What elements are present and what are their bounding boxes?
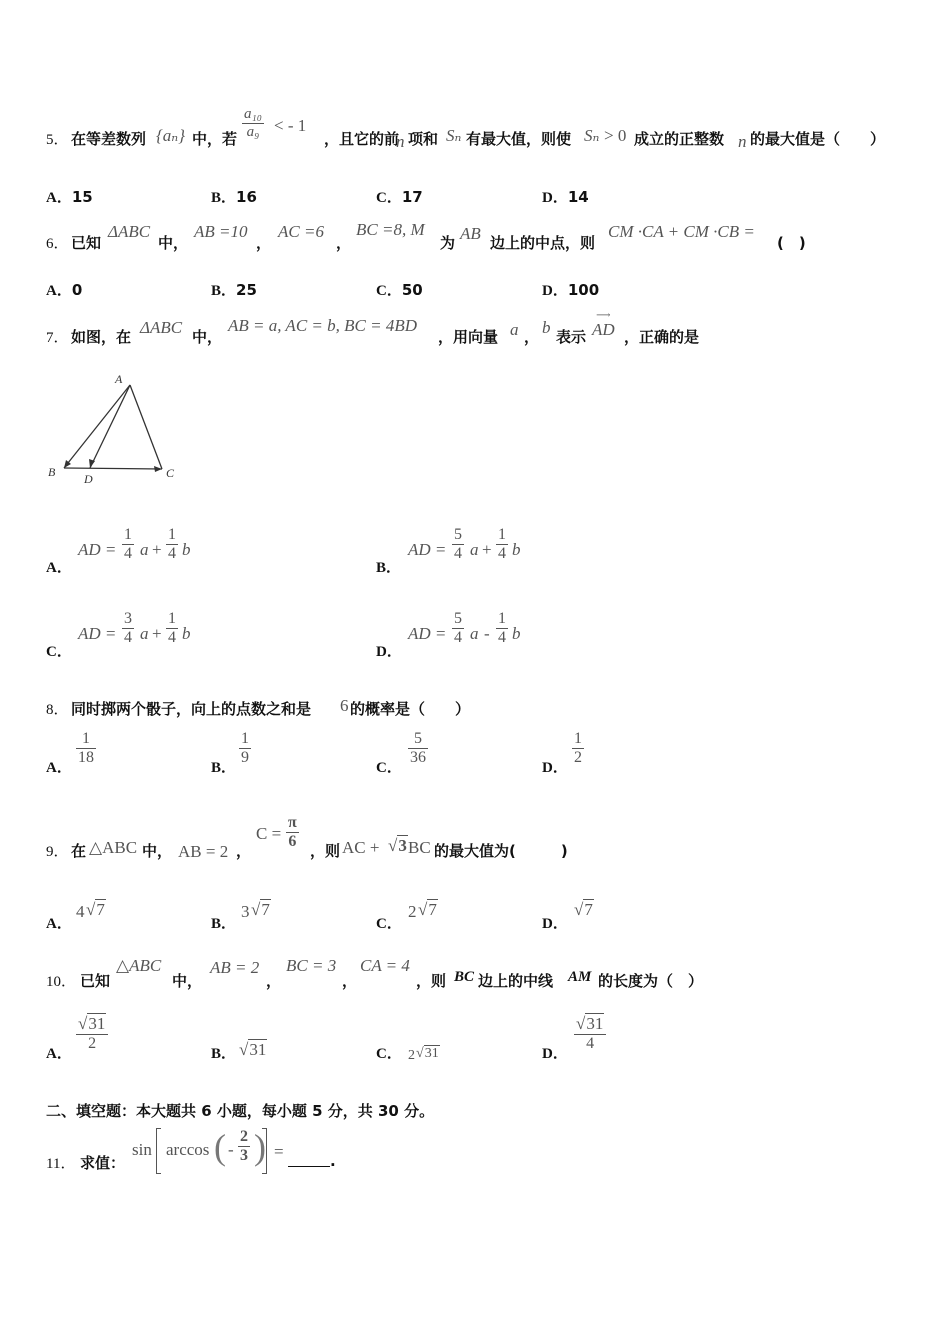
sqrt-icon: √: [388, 836, 398, 855]
q5-options: [46, 186, 746, 206]
fraction-denominator: 4: [168, 629, 176, 647]
fraction-numerator: 5: [454, 610, 462, 627]
option-label: B．: [376, 560, 402, 576]
math-sequence: {aₙ}: [156, 126, 185, 145]
vector-b: b: [182, 624, 191, 643]
question-text: 表示: [556, 328, 587, 346]
option-value: 25: [236, 281, 257, 299]
fraction-numerator: [76, 1014, 108, 1034]
fraction-numerator: 1: [168, 526, 176, 543]
sqrt-icon: √: [574, 900, 584, 919]
option-b[interactable]: [211, 1014, 351, 1070]
option-c[interactable]: [376, 186, 423, 207]
vector-label: AD: [592, 320, 615, 339]
math-vector-a: a: [510, 320, 519, 339]
q7-option-a[interactable]: [46, 524, 246, 576]
fraction-denominator: 2: [574, 749, 582, 767]
math-triangle: △ABC: [116, 956, 162, 975]
question-text: ( ): [777, 234, 806, 252]
vector-b: b: [182, 540, 191, 559]
question-text: 的最大值是（ ）: [750, 130, 886, 148]
question-text: 的最大值为( ): [434, 842, 568, 860]
fraction: [76, 730, 96, 768]
radicand: 3: [398, 836, 407, 855]
fraction-denominator: 4: [498, 545, 506, 563]
option-d[interactable]: [542, 186, 589, 207]
fraction: [122, 526, 134, 564]
option-a[interactable]: [46, 898, 186, 930]
coefficient: 4: [76, 902, 85, 921]
question-text: 边上的中点，则: [490, 234, 596, 252]
fraction-denominator: 4: [124, 545, 132, 563]
question-9: [46, 814, 846, 864]
radicand: 7: [584, 900, 593, 919]
option-a[interactable]: [46, 279, 82, 300]
vector-b: b: [512, 540, 521, 559]
math-vector-ad: [592, 312, 615, 340]
fraction-denominator: 18: [78, 749, 94, 767]
option-c[interactable]: [376, 898, 516, 930]
question-text: 中，若: [192, 130, 238, 148]
option-lhs: AD =: [408, 624, 447, 643]
option-b[interactable]: [211, 730, 331, 780]
math-ab: AB = 2: [178, 842, 229, 861]
option-label: B．: [211, 283, 237, 299]
option-label: B．: [211, 1046, 237, 1062]
option-value: 0: [71, 281, 83, 299]
fraction-denominator: 36: [410, 749, 426, 767]
option-lhs: AD =: [78, 624, 117, 643]
separator: ，: [342, 972, 358, 990]
vertex-label-b: B: [48, 465, 56, 479]
math-ab: AB =10: [194, 222, 248, 241]
math-n: n: [738, 132, 747, 151]
fraction-numerator: [574, 1014, 606, 1034]
fraction-numerator: 3: [124, 610, 132, 627]
operator: +: [152, 624, 162, 643]
separator: ，: [256, 234, 272, 252]
side-ac: [130, 385, 162, 469]
math-ab: AB = 2: [210, 958, 260, 977]
option-label: C．: [376, 190, 402, 206]
option-lhs: AD =: [78, 540, 117, 559]
fraction: [496, 610, 508, 648]
fraction-numerator: 1: [168, 610, 176, 627]
fraction-numerator: 1: [498, 526, 506, 543]
option-label: A．: [46, 760, 72, 776]
option-d[interactable]: [542, 1014, 682, 1070]
fraction-numerator: 1: [241, 730, 249, 747]
right-bracket-icon: [262, 1128, 267, 1174]
q7-option-c[interactable]: [46, 608, 246, 660]
option-label: D．: [542, 760, 568, 776]
question-7: [46, 312, 846, 348]
answer-blank[interactable]: [288, 1152, 330, 1167]
option-label: C．: [376, 283, 402, 299]
left-paren-icon: (: [214, 1127, 226, 1167]
option-label: C．: [376, 760, 402, 776]
math-am-bold: AM: [568, 969, 592, 985]
math-bc: BC =8, M: [356, 220, 425, 239]
fraction-numerator: a₁₀: [244, 106, 262, 122]
question-number: 7．: [46, 330, 69, 346]
separator: ，: [266, 972, 282, 990]
math-sqrt: [239, 1040, 267, 1060]
math-ac: AC =6: [278, 222, 324, 241]
question-text: 中，: [172, 972, 203, 990]
option-label: B．: [211, 916, 237, 932]
q9-options: [46, 898, 746, 930]
option-label: C．: [46, 644, 72, 660]
radicand: 7: [428, 900, 437, 919]
question-text: 为: [440, 234, 456, 252]
option-value: 16: [236, 188, 257, 206]
question-6: [46, 220, 846, 256]
sqrt-icon: √: [576, 1014, 586, 1033]
question-10: [46, 956, 846, 992]
question-text: 在等差数列: [71, 130, 147, 148]
question-number: 8．: [46, 702, 69, 718]
math-inequality: < - 1: [274, 116, 307, 135]
fraction: [286, 814, 299, 852]
vertex-label-c: C: [166, 466, 175, 480]
question-number: 6．: [46, 236, 69, 252]
question-11: [46, 1126, 446, 1176]
fraction: [408, 730, 428, 768]
separator: ，: [336, 234, 352, 252]
question-number: 11．: [46, 1156, 76, 1172]
math-arccos: arccos: [166, 1140, 210, 1159]
option-d[interactable]: [542, 730, 662, 780]
math-triangle: ΔABC: [140, 318, 183, 337]
math-expression: CM ·CA + CM ·CB =: [608, 222, 755, 241]
math-triangle: △ABC: [89, 838, 138, 857]
question-text: ，正确的是: [624, 328, 700, 346]
right-paren-icon: ): [254, 1127, 266, 1167]
option-b[interactable]: [211, 898, 351, 930]
option-b[interactable]: [211, 186, 257, 207]
math-bc-bold: BC: [454, 969, 475, 985]
radicand: 31: [249, 1040, 267, 1059]
vector-a: a: [140, 624, 149, 643]
question-text: 在: [71, 842, 87, 860]
option-label: D．: [542, 283, 568, 299]
math-sqrt: [416, 1046, 440, 1062]
vertex-label-d: D: [84, 472, 93, 486]
fraction-numerator: 1: [124, 526, 132, 543]
option-a[interactable]: [46, 730, 166, 780]
math-condition: AB = a, AC = b, BC = 4BD: [228, 316, 417, 335]
fraction: [76, 1014, 108, 1053]
q7-option-d[interactable]: [376, 608, 576, 660]
math-triangle: ΔABC: [108, 222, 151, 241]
question-text: 的概率是（ ）: [350, 700, 471, 718]
q10-options: [46, 1014, 746, 1070]
sqrt-icon: √: [78, 1014, 88, 1033]
fraction: [574, 1014, 606, 1053]
math-vector-b: b: [542, 318, 551, 337]
math-expression: BC: [408, 838, 431, 857]
math-sqrt: [86, 900, 106, 920]
question-text: 的长度为（ ）: [598, 972, 704, 990]
fraction-denominator: a₉: [242, 123, 264, 141]
question-text: ，则: [310, 842, 341, 860]
fraction: [452, 526, 464, 564]
math-S: Sₙ: [446, 126, 462, 145]
option-label: A．: [46, 1046, 72, 1062]
fraction-denominator: 9: [241, 749, 249, 767]
question-text: 中，: [142, 842, 173, 860]
coefficient: 2: [408, 902, 417, 921]
math-bc: BC = 3: [286, 956, 337, 975]
question-number: 10．: [46, 974, 77, 990]
option-value: 17: [401, 188, 423, 206]
option-c[interactable]: [376, 1014, 516, 1070]
fraction: [239, 730, 251, 768]
option-a[interactable]: [46, 1014, 186, 1070]
option-label: C．: [376, 1046, 402, 1062]
math-ca: CA = 4: [360, 956, 410, 975]
fraction: [238, 1128, 250, 1166]
option-label: C．: [376, 916, 402, 932]
segment-ad: [90, 385, 130, 468]
option-label: B．: [211, 190, 237, 206]
question-number: 9．: [46, 844, 69, 860]
sqrt-icon: √: [239, 1040, 249, 1059]
sqrt-icon: √: [418, 900, 428, 919]
option-value: 50: [401, 281, 423, 299]
fraction-denominator: 6: [286, 832, 299, 851]
fraction-denominator: 4: [574, 1034, 606, 1053]
side-ab: [64, 385, 130, 468]
question-text: ，且它的前: [324, 130, 400, 148]
question-text: 同时掷两个骰子，向上的点数之和是: [71, 700, 312, 718]
fraction: [166, 610, 178, 648]
question-text: 成立的正整数: [634, 130, 725, 148]
math-fraction: [242, 106, 264, 142]
sqrt-icon: √: [86, 900, 96, 919]
question-text: ，用向量: [438, 328, 499, 346]
question-text: .: [330, 1152, 336, 1170]
fraction-denominator: 4: [124, 629, 132, 647]
q6-options: [46, 279, 746, 299]
option-value: 100: [567, 281, 600, 299]
option-lhs: AD =: [408, 540, 447, 559]
fraction-numerator: 5: [454, 526, 462, 543]
math-minus: -: [228, 1140, 234, 1159]
math-expression: AC +: [342, 838, 380, 857]
math-c: C =: [256, 824, 282, 843]
side-bc: [64, 468, 162, 469]
radicand: 7: [96, 900, 105, 919]
option-d[interactable]: [542, 279, 599, 300]
coefficient: 3: [241, 902, 250, 921]
question-text: 如图，在: [71, 328, 132, 346]
fraction: [496, 526, 508, 564]
option-d[interactable]: [542, 898, 682, 930]
section-heading: 二、填空题：本大题共 6 小题，每小题 5 分，共 30 分。: [46, 1102, 435, 1120]
option-label: A．: [46, 560, 72, 576]
q8-options: [46, 730, 746, 780]
fraction-numerator: 1: [574, 730, 582, 747]
fraction-numerator: 2: [240, 1128, 248, 1145]
math-sqrt: [388, 836, 408, 856]
fraction-numerator: 1: [498, 610, 506, 627]
sqrt-icon: √: [251, 900, 261, 919]
option-label: D．: [376, 644, 402, 660]
question-number: 5．: [46, 132, 69, 148]
question-text: ，则: [416, 972, 447, 990]
option-a[interactable]: [46, 186, 93, 207]
q7-option-b[interactable]: [376, 524, 576, 576]
option-value: 14: [567, 188, 589, 206]
fraction: [122, 610, 134, 648]
fraction-denominator: 4: [454, 545, 462, 563]
fraction-numerator: 5: [414, 730, 422, 747]
radicand: 31: [88, 1014, 106, 1033]
option-label: D．: [542, 190, 568, 206]
separator: ，: [236, 842, 252, 860]
question-text: 中，: [158, 234, 189, 252]
operator: -: [484, 624, 490, 643]
vector-arrow-icon: ⟶: [596, 310, 611, 321]
left-bracket-icon: [156, 1128, 161, 1174]
option-value: 15: [71, 188, 93, 206]
fraction-numerator: π: [288, 814, 297, 831]
question-text: 中，: [192, 328, 223, 346]
radicand: 7: [261, 900, 270, 919]
fraction-denominator: 2: [76, 1034, 108, 1053]
vector-a: a: [140, 540, 149, 559]
fraction-denominator: 4: [168, 545, 176, 563]
option-c[interactable]: [376, 279, 423, 300]
radicand: 31: [586, 1014, 604, 1033]
question-text: 边上的中线: [478, 972, 554, 990]
option-b[interactable]: [211, 279, 257, 300]
math-six: 6: [340, 696, 349, 715]
vector-a: a: [470, 540, 479, 559]
math-sqrt: [251, 900, 271, 920]
separator: ，: [524, 328, 540, 346]
question-text: 求值：: [80, 1154, 126, 1172]
math-S: Sₙ: [584, 126, 600, 145]
fraction-numerator: 1: [82, 730, 90, 747]
fraction-denominator: 4: [454, 629, 462, 647]
option-label: D．: [542, 916, 568, 932]
math-sqrt: [574, 900, 594, 920]
coefficient: 2: [408, 1048, 415, 1063]
triangle-figure: [44, 368, 184, 486]
fraction: [572, 730, 584, 768]
vector-b: b: [512, 624, 521, 643]
math-equals: =: [274, 1142, 284, 1161]
math-sqrt: [418, 900, 438, 920]
fraction: [452, 610, 464, 648]
sqrt-icon: √: [416, 1046, 424, 1061]
vertex-label-a: A: [115, 372, 123, 386]
fraction-denominator: 3: [240, 1147, 248, 1165]
question-text: 已知: [71, 234, 102, 252]
radicand: 31: [424, 1046, 439, 1061]
math-gt-zero: > 0: [604, 126, 627, 145]
question-text: 有最大值，则使: [466, 130, 572, 148]
fraction: [166, 526, 178, 564]
option-label: A．: [46, 916, 72, 932]
option-label: B．: [211, 760, 237, 776]
option-label: D．: [542, 1046, 568, 1062]
question-text: 项和: [408, 130, 439, 148]
option-label: A．: [46, 283, 72, 299]
math-ab: AB: [460, 224, 481, 243]
fraction-denominator: 4: [498, 629, 506, 647]
question-8: [46, 698, 646, 720]
option-c[interactable]: [376, 730, 496, 780]
math-sin: sin: [132, 1140, 152, 1159]
question-text: 已知: [80, 972, 111, 990]
math-n: n: [396, 132, 405, 151]
operator: +: [482, 540, 492, 559]
vector-a: a: [470, 624, 479, 643]
option-label: A．: [46, 190, 72, 206]
operator: +: [152, 540, 162, 559]
